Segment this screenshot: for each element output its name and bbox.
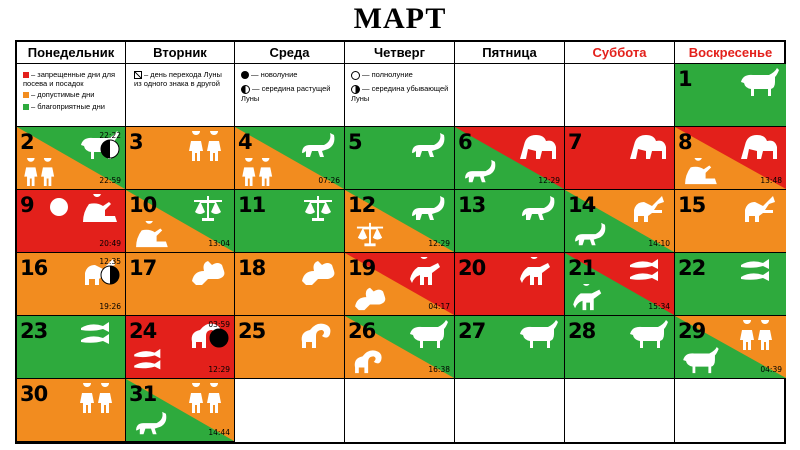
red-swatch (23, 72, 29, 78)
empty-cell (235, 379, 345, 442)
taurus-icon (738, 68, 780, 98)
transition-time: 19:26 (99, 302, 121, 311)
gemini-icon (78, 383, 120, 413)
legend-transition-text: – день перехода Луны из одного знака в другой (134, 70, 222, 89)
transition-time: 20:49 (99, 239, 121, 248)
day-number: 13 (458, 193, 486, 217)
day-number: 3 (129, 130, 143, 154)
day-number: 18 (238, 256, 266, 280)
aries-icon (351, 347, 389, 375)
day-number: 31 (129, 382, 157, 406)
day-number: 7 (568, 130, 582, 154)
scorpio-icon (407, 131, 449, 161)
day-cell-25[interactable] (235, 316, 345, 379)
first-moon-icon (100, 139, 120, 159)
taurus-icon (627, 320, 669, 350)
day-cell-8[interactable] (675, 127, 786, 190)
orange-swatch (23, 92, 29, 98)
legend-moon-phases-b (345, 64, 455, 127)
scorpio-icon (517, 194, 559, 224)
aquarius-icon (571, 284, 609, 312)
day-cell-9[interactable] (17, 190, 126, 253)
legend-last-quarter: — середина убывающей Луны (351, 84, 449, 103)
day-cell-21[interactable] (565, 253, 675, 316)
day-number: 28 (568, 319, 596, 343)
legend-forbidden: – запрещенные дни для посева и посадок (23, 70, 116, 88)
pisces-icon (627, 257, 669, 287)
pisces-icon (132, 347, 170, 375)
gemini-icon (738, 320, 780, 350)
day-number: 25 (238, 319, 266, 343)
weekday-header-friday: Пятница (455, 42, 565, 64)
taurus-icon (517, 320, 559, 350)
aries-icon (297, 320, 339, 350)
day-number: 5 (348, 130, 362, 154)
day-number: 21 (568, 256, 596, 280)
transition-time: 12:29 (428, 239, 450, 248)
legend-favorable: – благоприятные дни (23, 102, 105, 111)
day-number: 12 (348, 193, 376, 217)
gemini-icon (187, 383, 229, 413)
scorpio-icon (132, 410, 170, 438)
day-cell-6[interactable] (455, 127, 565, 190)
day-cell-4[interactable] (235, 127, 345, 190)
gemini-icon (241, 158, 279, 186)
first-quarter-icon (241, 85, 250, 94)
day-cell-16[interactable] (17, 253, 126, 316)
pisces-icon (78, 320, 120, 350)
legend-new-moon: — новолуние (241, 70, 297, 79)
day-number: 6 (458, 130, 472, 154)
day-cell-13[interactable] (455, 190, 565, 253)
virgo-icon (681, 158, 719, 186)
day-cell-7[interactable] (565, 127, 675, 190)
day-number: 4 (238, 130, 252, 154)
day-number: 29 (678, 319, 706, 343)
weekday-header-monday: Понедельник (17, 42, 126, 64)
day-number: 10 (129, 193, 157, 217)
day-cell-5[interactable] (345, 127, 455, 190)
day-number: 20 (458, 256, 486, 280)
pisces-icon (738, 257, 780, 287)
new-moon-icon (209, 328, 229, 348)
transition-time: 16:38 (428, 365, 450, 374)
empty-cell (565, 64, 675, 127)
taurus-icon (407, 320, 449, 350)
transition-time: 07:26 (318, 176, 340, 185)
legend-first-quarter: — середина растущей Луны (241, 84, 331, 103)
day-cell-27[interactable] (455, 316, 565, 379)
leo-icon (627, 131, 669, 161)
empty-cell (455, 64, 565, 127)
day-cell-17[interactable] (126, 253, 235, 316)
day-cell-19[interactable] (345, 253, 455, 316)
legend-full-moon: — полнолуние (351, 70, 413, 80)
day-number: 8 (678, 130, 692, 154)
weekday-header-tuesday: Вторник (126, 42, 235, 64)
green-swatch (23, 104, 29, 110)
day-cell-29[interactable] (675, 316, 786, 379)
day-number: 2 (20, 130, 34, 154)
transition-time: 04:17 (428, 302, 450, 311)
scorpio-icon (571, 221, 609, 249)
legend-allowed: – допустимые дни (23, 90, 94, 99)
moon-phase-time: 22:22 (99, 131, 121, 140)
diagonal-icon (134, 71, 142, 79)
day-cell-23[interactable] (17, 316, 126, 379)
day-number: 19 (348, 256, 376, 280)
sagittarius-icon (627, 194, 669, 224)
aquarius-icon (407, 257, 449, 287)
day-cell-1[interactable] (675, 64, 786, 127)
transition-time: 14:10 (648, 239, 670, 248)
last-quarter-icon (351, 85, 360, 94)
calendar-grid (15, 40, 786, 444)
day-cell-10[interactable] (126, 190, 235, 253)
empty-cell (455, 379, 565, 442)
day-cell-3[interactable] (126, 127, 235, 190)
day-number: 9 (20, 193, 34, 217)
transition-time: 13:48 (760, 176, 782, 185)
day-cell-2[interactable] (17, 127, 126, 190)
leo-icon (517, 131, 559, 161)
aquarius-icon (517, 257, 559, 287)
day-number: 11 (238, 193, 266, 217)
day-cell-12[interactable] (345, 190, 455, 253)
capricorn-icon (297, 257, 339, 287)
day-cell-31[interactable] (126, 379, 235, 442)
transition-time: 13:04 (208, 239, 230, 248)
gemini-icon (23, 158, 61, 186)
sagittarius-icon (738, 194, 780, 224)
day-number: 26 (348, 319, 376, 343)
day-cell-28[interactable] (565, 316, 675, 379)
capricorn-icon (187, 257, 229, 287)
scorpio-icon (461, 158, 499, 186)
day-number: 14 (568, 193, 596, 217)
leo-icon (738, 131, 780, 161)
day-cell-20[interactable] (455, 253, 565, 316)
full-moon-icon (49, 197, 69, 217)
day-cell-24[interactable] (126, 316, 235, 379)
transition-time: 12:29 (208, 365, 230, 374)
day-number: 30 (20, 382, 48, 406)
moon-phase-time: 12:35 (99, 257, 121, 266)
weekday-header-wednesday: Среда (235, 42, 345, 64)
capricorn-icon (351, 284, 389, 312)
last-moon-icon (100, 265, 120, 285)
weekday-header-sunday: Воскресенье (675, 42, 786, 64)
weekday-header-thursday: Четверг (345, 42, 455, 64)
day-cell-11[interactable] (235, 190, 345, 253)
libra-icon (297, 194, 339, 224)
empty-cell (345, 379, 455, 442)
day-cell-30[interactable] (17, 379, 126, 442)
day-number: 24 (129, 319, 157, 343)
empty-cell (675, 379, 786, 442)
day-number: 15 (678, 193, 706, 217)
day-number: 22 (678, 256, 706, 280)
day-number: 17 (129, 256, 157, 280)
gemini-icon (187, 131, 229, 161)
day-number: 1 (678, 67, 692, 91)
new-moon-icon (241, 71, 249, 79)
legend-transition (126, 64, 235, 127)
day-cell-14[interactable] (565, 190, 675, 253)
full-moon-icon (351, 71, 360, 80)
day-cell-26[interactable] (345, 316, 455, 379)
day-cell-15[interactable] (675, 190, 786, 253)
weekday-header-saturday: Суббота (565, 42, 675, 64)
libra-icon (187, 194, 229, 224)
day-cell-18[interactable] (235, 253, 345, 316)
libra-icon (351, 221, 389, 249)
day-number: 23 (20, 319, 48, 343)
virgo-icon (132, 221, 170, 249)
scorpio-icon (407, 194, 449, 224)
month-title: МАРТ (353, 2, 447, 35)
transition-time: 22:59 (99, 176, 121, 185)
transition-time: 15:34 (648, 302, 670, 311)
taurus-icon (681, 347, 719, 375)
transition-time: 14:44 (208, 428, 230, 437)
virgo-icon (78, 194, 120, 224)
day-number: 16 (20, 256, 48, 280)
transition-time: 12:29 (538, 176, 560, 185)
moon-phase-time: 03:59 (208, 320, 230, 329)
legend-moon-phases-a (235, 64, 345, 127)
day-cell-22[interactable] (675, 253, 786, 316)
legend-colors (17, 64, 126, 127)
scorpio-icon (297, 131, 339, 161)
empty-cell (565, 379, 675, 442)
day-number: 27 (458, 319, 486, 343)
transition-time: 04:39 (760, 365, 782, 374)
